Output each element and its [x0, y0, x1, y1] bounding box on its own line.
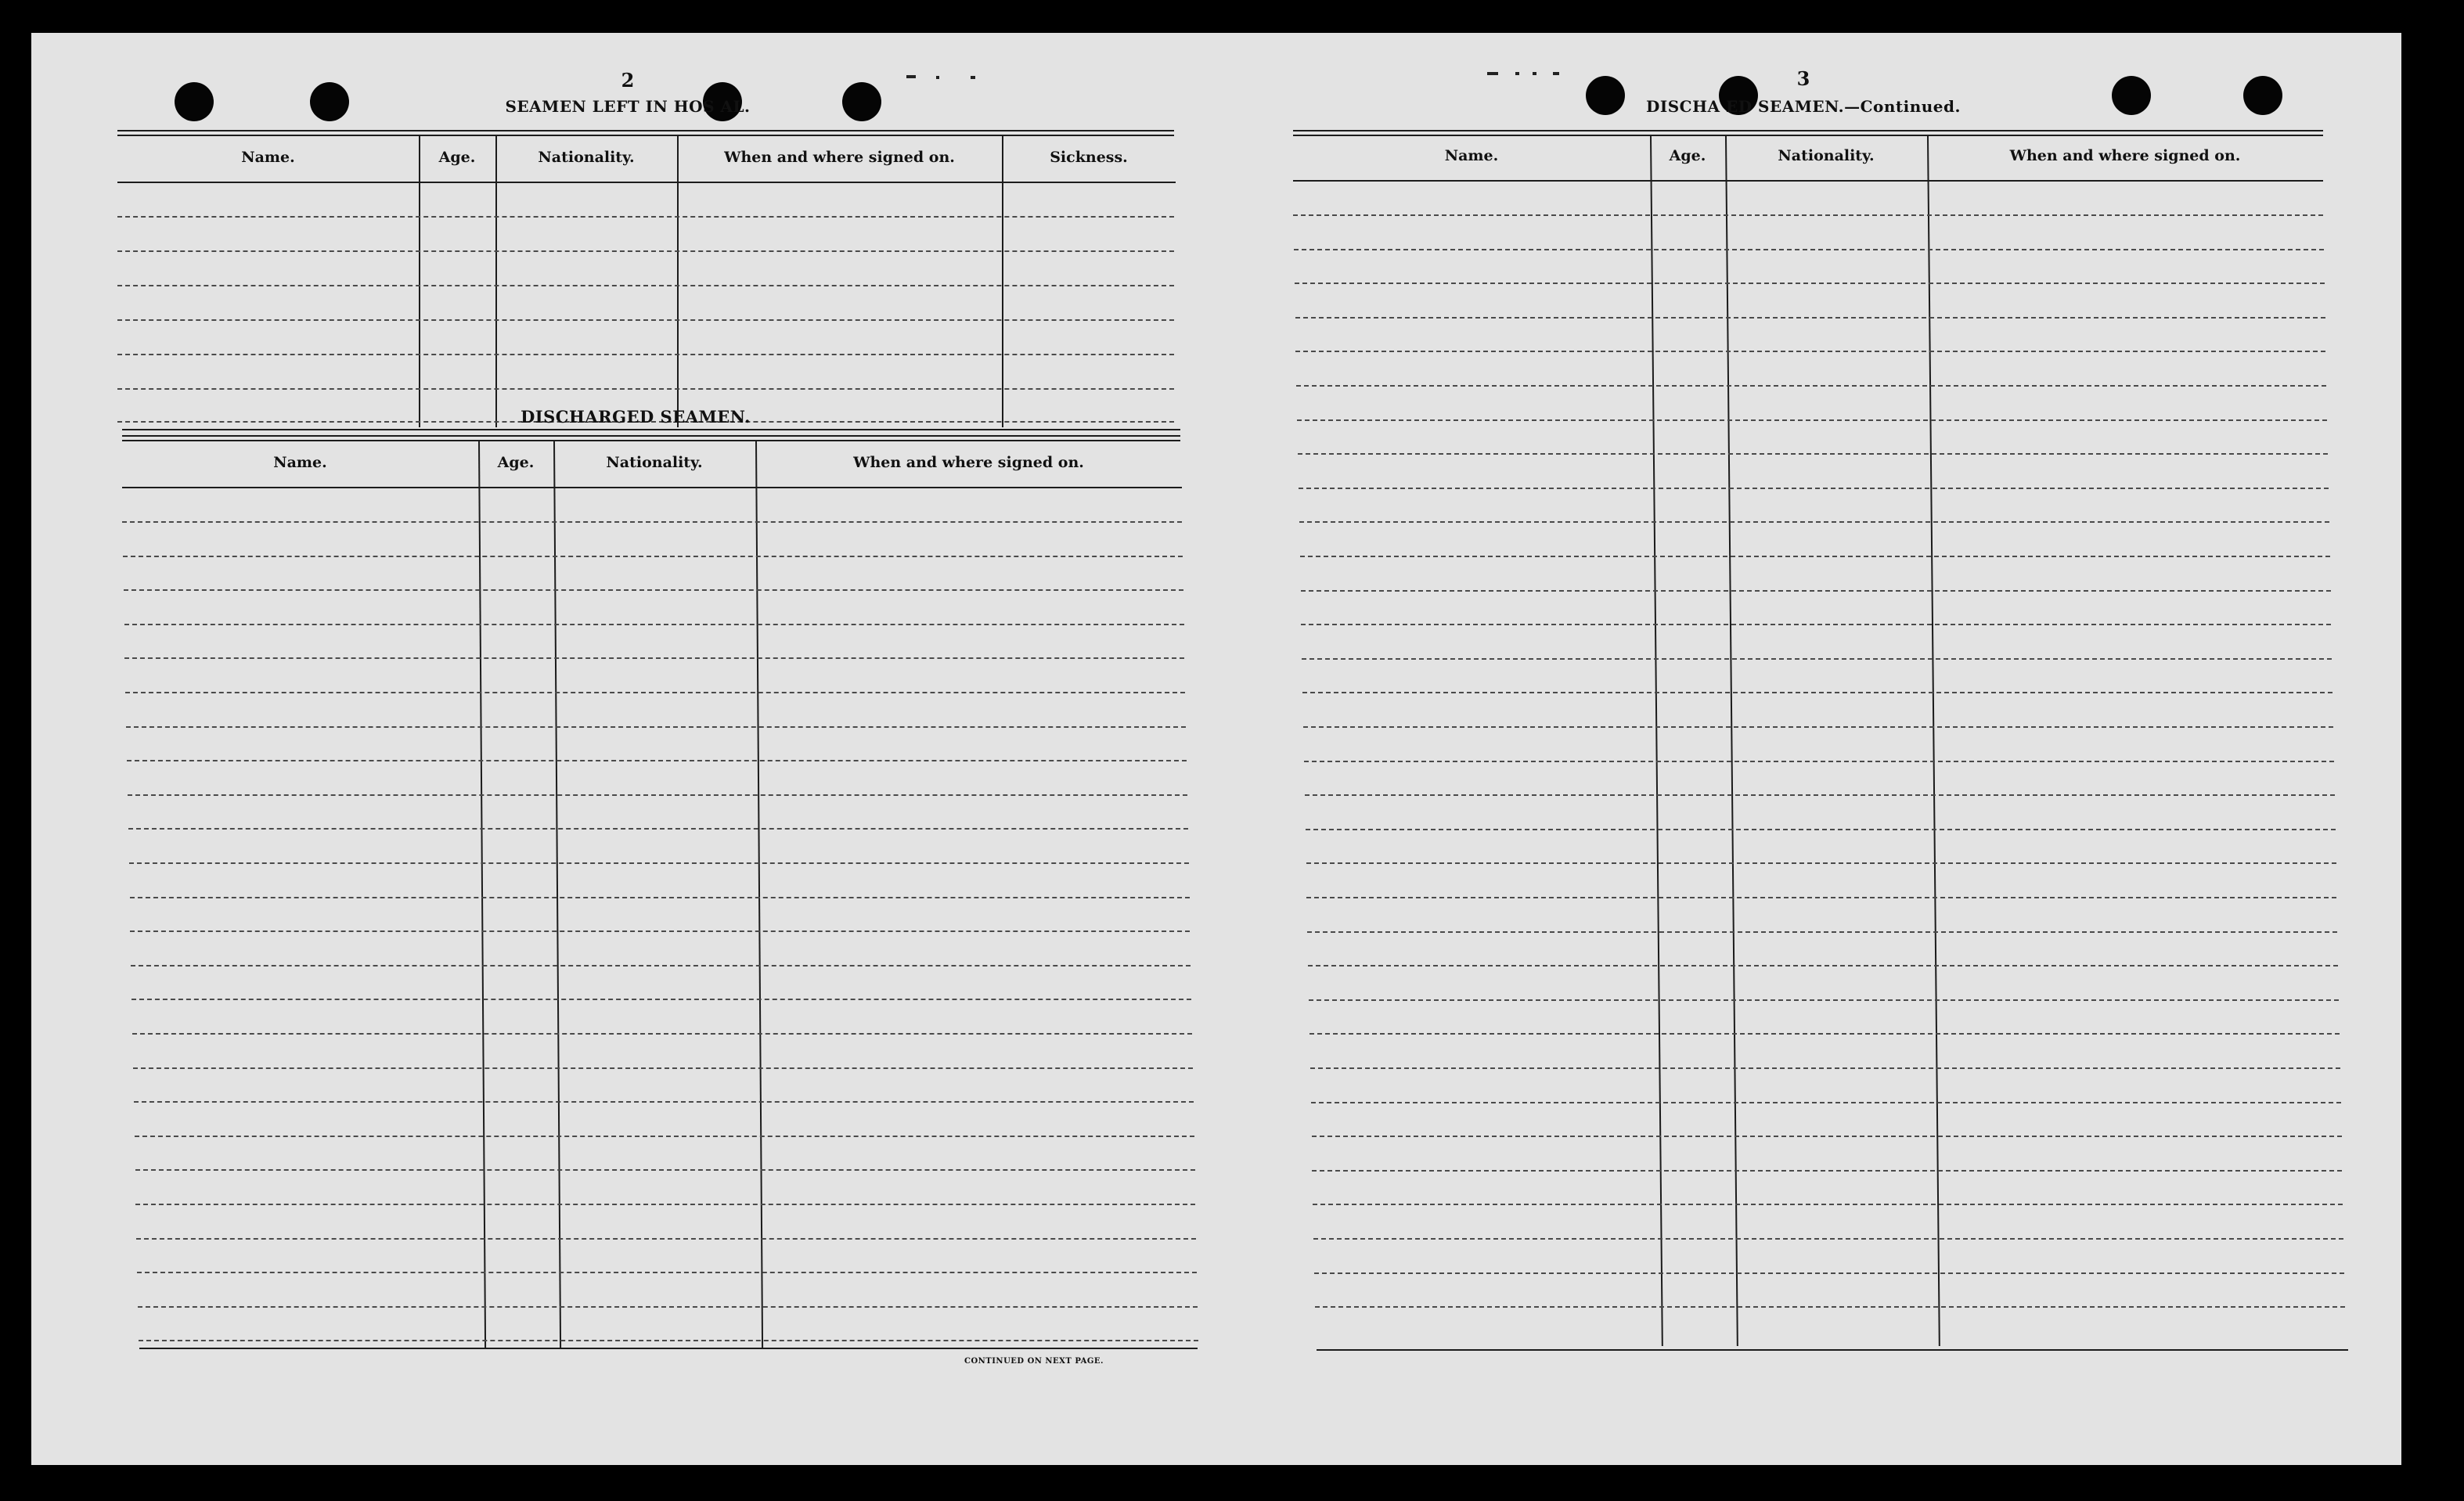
ink-speck	[971, 76, 975, 79]
table-row-line	[1303, 726, 2333, 728]
table-row-line	[1313, 1238, 2343, 1240]
punch-hole-2	[310, 82, 349, 121]
column-header-signed-on: When and where signed on.	[2009, 147, 2241, 164]
ink-speck	[936, 76, 939, 79]
table-row-line	[1304, 761, 2334, 762]
header-rule	[117, 182, 1176, 183]
document-spread	[31, 33, 2401, 1465]
table-row-line	[127, 760, 1187, 761]
column-divider	[495, 136, 497, 427]
table-row-line	[1309, 1033, 2340, 1035]
table-row-line	[1299, 488, 2329, 489]
table-row-line	[124, 589, 1183, 591]
table-row-line	[1300, 556, 2330, 557]
column-divider	[1002, 136, 1003, 427]
table-row-line	[130, 930, 1190, 932]
table-row-line	[1306, 829, 2336, 830]
table-row-line	[1301, 590, 2331, 592]
table-row-line	[117, 388, 1174, 390]
table-row-line	[1296, 385, 2326, 387]
table-row-line	[1315, 1306, 2345, 1308]
header-rule	[122, 487, 1182, 488]
table-row-line	[1305, 794, 2335, 796]
table-row-line	[134, 1101, 1194, 1103]
table-row-line	[117, 216, 1174, 218]
punch-hole-7	[2112, 76, 2151, 115]
column-divider	[478, 441, 486, 1349]
page-number-left: 2	[621, 69, 635, 92]
punch-hole-8	[2243, 76, 2282, 115]
table-row-line	[124, 624, 1184, 625]
column-header-nationality: Nationality.	[606, 454, 703, 471]
ink-speck	[1553, 72, 1559, 75]
ink-speck	[1533, 72, 1536, 75]
table-row-line	[1314, 1272, 2344, 1274]
table-row-line	[117, 250, 1174, 252]
table-row-line	[137, 1272, 1197, 1273]
table-row-line	[117, 354, 1174, 355]
punch-hole-5	[1586, 76, 1625, 115]
table-row-line	[124, 657, 1184, 659]
punch-hole-4	[842, 82, 881, 121]
table-row-line	[1313, 1204, 2343, 1205]
punch-hole-1	[175, 82, 214, 121]
column-divider	[755, 441, 763, 1349]
column-divider	[677, 136, 679, 427]
table-row-line	[125, 692, 1185, 693]
table-row-line	[1295, 351, 2325, 352]
column-header-nationality: Nationality.	[1778, 147, 1875, 164]
header-rule	[1293, 180, 2323, 182]
table-row-line	[1302, 658, 2332, 660]
table-row-line	[128, 828, 1188, 830]
column-divider	[553, 441, 561, 1349]
column-header-age: Age.	[438, 149, 476, 166]
column-header-age: Age.	[497, 454, 535, 471]
table-row-line	[1299, 521, 2329, 523]
column-header-name: Name.	[273, 454, 327, 471]
table-row-line	[129, 862, 1189, 864]
discharged-continued-title: DISCHA ED SEAMEN.—Continued.	[1646, 97, 1961, 116]
table-row-line	[131, 965, 1191, 966]
table-row-line	[117, 319, 1174, 321]
table-row-line	[136, 1238, 1196, 1240]
table-row-line	[1312, 1136, 2342, 1137]
table-row-line	[123, 556, 1183, 557]
table-row-line	[1307, 931, 2337, 933]
ink-speck	[1515, 72, 1519, 75]
rule	[122, 429, 1180, 430]
rule	[1293, 130, 2323, 131]
table-row-line	[1310, 1067, 2340, 1069]
column-header-sickness: Sickness.	[1050, 149, 1128, 166]
table-row-line	[1306, 897, 2336, 898]
table-row-line	[126, 726, 1186, 728]
column-divider	[419, 136, 420, 427]
table-row-line	[133, 1067, 1193, 1069]
table-row-line	[1309, 999, 2339, 1001]
column-header-nationality: Nationality.	[538, 149, 635, 166]
table-row-line	[132, 1033, 1192, 1035]
column-header-signed-on: When and where signed on.	[853, 454, 1084, 471]
rule	[117, 130, 1174, 131]
table-row-line	[128, 794, 1187, 796]
rule	[122, 435, 1180, 437]
table-row-line	[1301, 624, 2331, 625]
table-row-line	[117, 285, 1174, 286]
discharged-section-title: DISCHARGED SEAMEN.	[521, 407, 751, 427]
table-row-line	[1302, 692, 2333, 693]
table-row-line	[1308, 965, 2338, 966]
column-header-name: Name.	[241, 149, 295, 166]
table-row-line	[138, 1306, 1198, 1308]
table-row-line	[1312, 1170, 2342, 1172]
rule	[139, 1348, 1198, 1349]
table-row-line	[1295, 317, 2325, 319]
table-row-line	[135, 1169, 1195, 1171]
column-header-signed-on: When and where signed on.	[724, 149, 955, 166]
continued-note: CONTINUED ON NEXT PAGE.	[964, 1357, 1104, 1366]
table-row-line	[1297, 419, 2327, 421]
table-row-line	[1298, 453, 2328, 455]
table-row-line	[139, 1340, 1198, 1341]
table-row-line	[1295, 283, 2325, 284]
rule	[122, 440, 1180, 441]
table-row-line	[1294, 249, 2324, 250]
hospital-section-title: SEAMEN LEFT IN HOS AL.	[505, 97, 751, 116]
rule	[1317, 1349, 2348, 1351]
table-row-line	[135, 1136, 1194, 1137]
table-row-line	[122, 521, 1182, 523]
table-row-line	[135, 1204, 1195, 1205]
table-row-line	[1306, 862, 2336, 864]
table-row-line	[1311, 1102, 2341, 1103]
column-header-name: Name.	[1444, 147, 1499, 164]
ink-speck	[1487, 72, 1498, 75]
page-number-right: 3	[1796, 67, 1810, 90]
column-header-age: Age.	[1669, 147, 1706, 164]
ink-speck	[906, 75, 916, 78]
table-row-line	[130, 897, 1190, 898]
rule	[117, 135, 1174, 136]
table-row-line	[1293, 214, 2323, 216]
rule	[1293, 135, 2323, 136]
table-row-line	[131, 999, 1191, 1000]
